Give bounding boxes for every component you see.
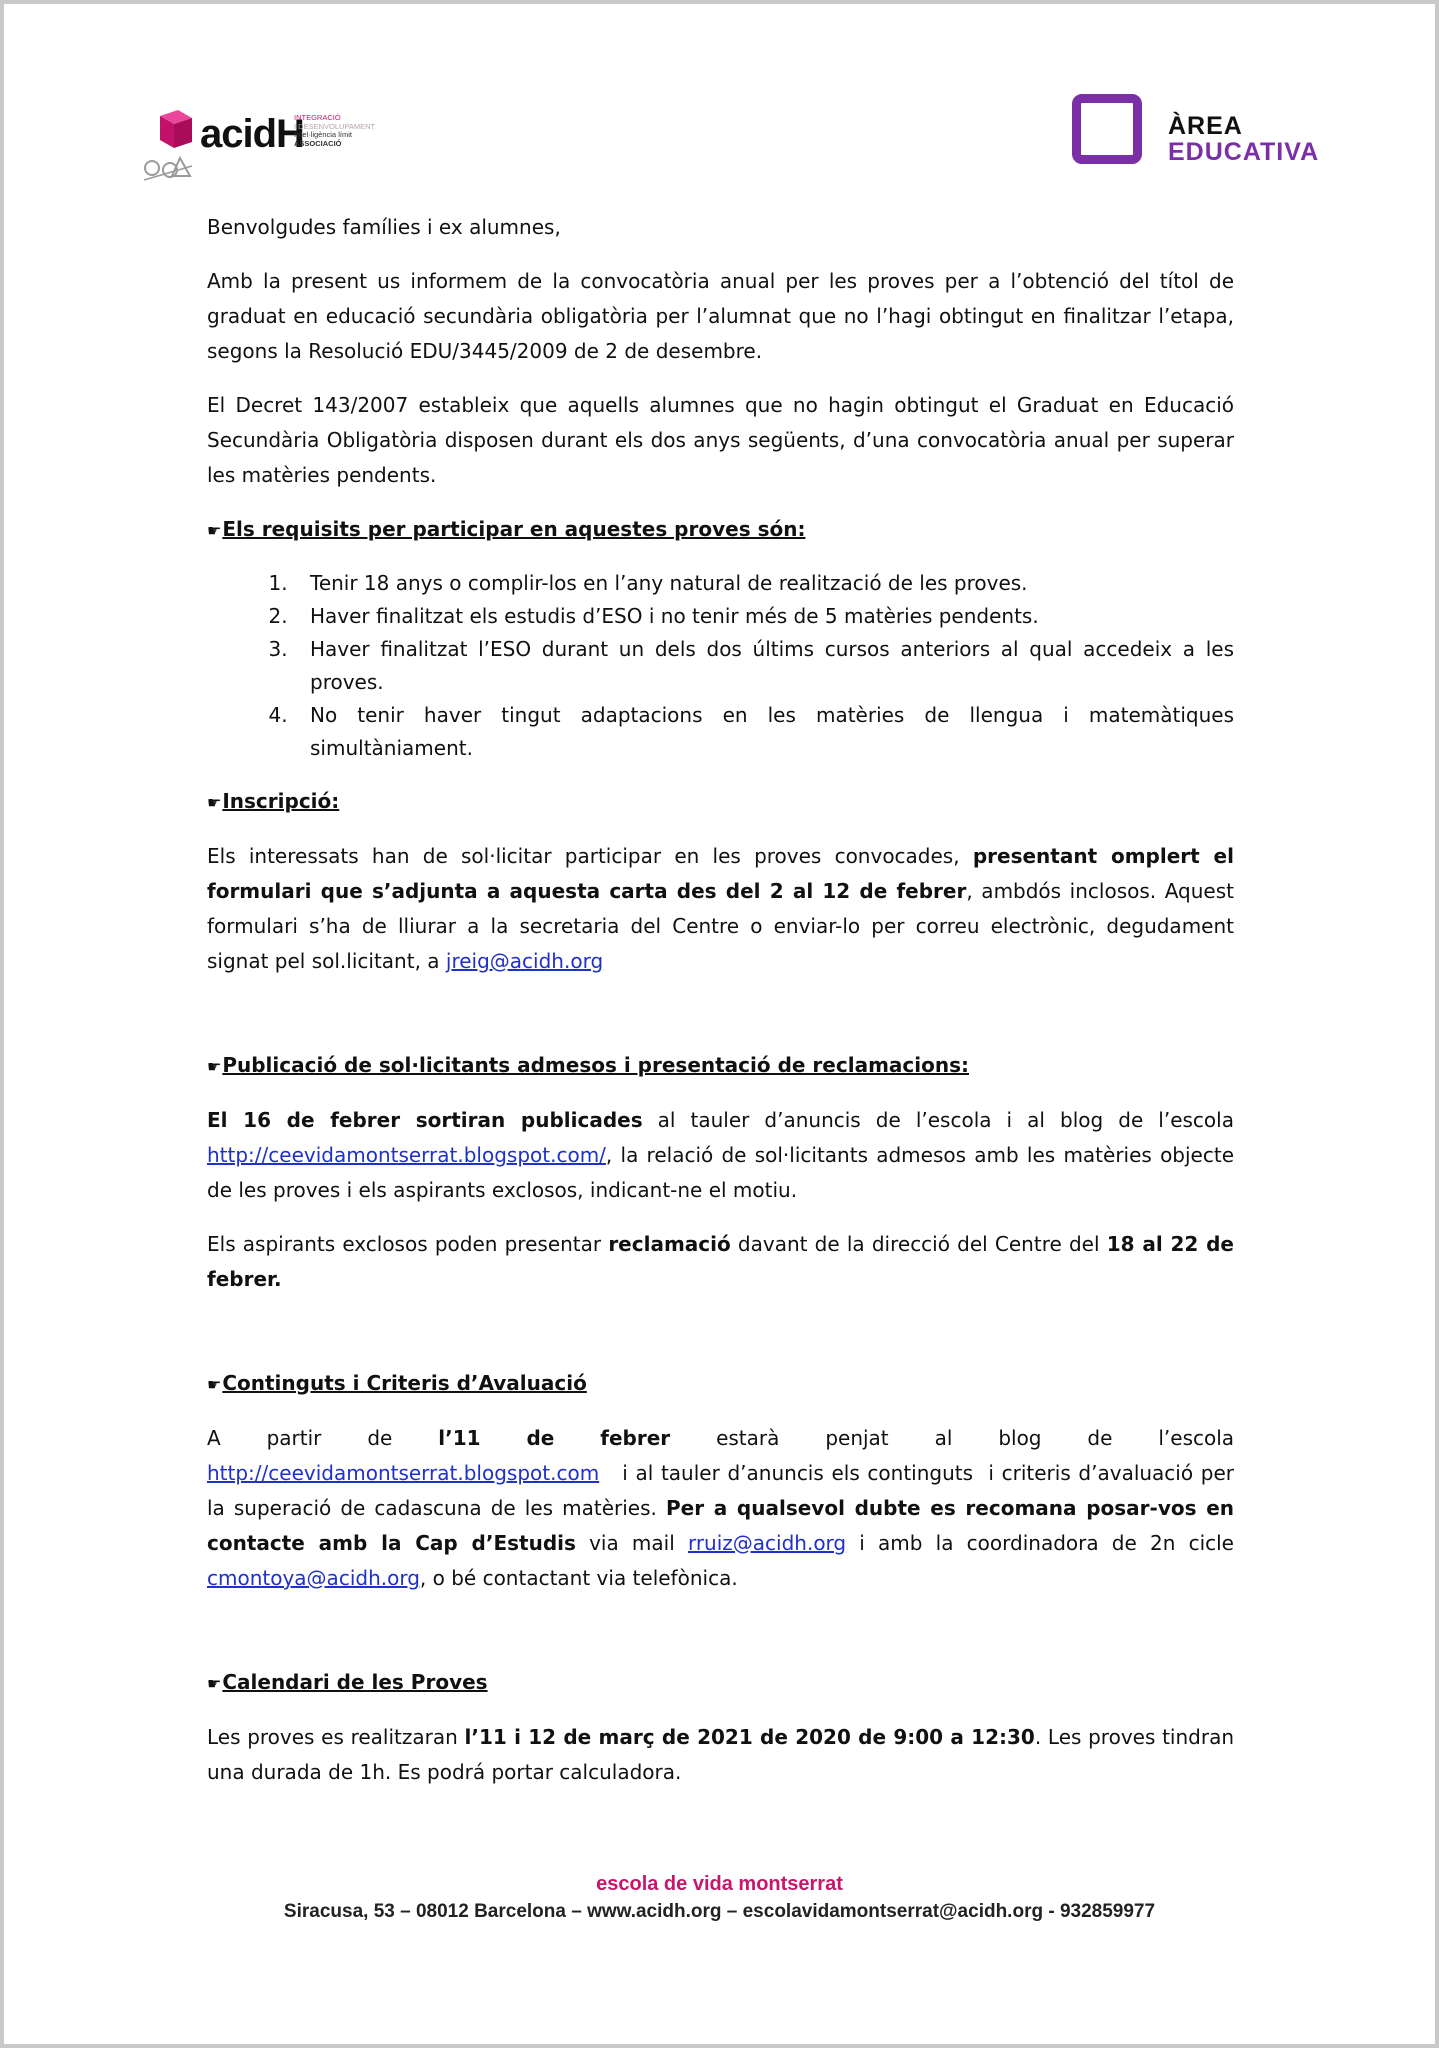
- letter-body: [207, 210, 1241, 1809]
- acidh-wordmark: acidH: [200, 112, 304, 156]
- publication-paragraph: El 16 de febrer sortiran publicades al tauler d’anuncis de l’escola i al blog de l’escola http://ceevidamontserrat.blogspot.com/, la relació de sol·licitants admesos amb les matèries objecte de les proves i els aspirants exclosos, indicant-ne el motiu.: [207, 1108, 1234, 1202]
- email-link-rruiz[interactable]: rruiz@acidh.org: [687, 1531, 847, 1555]
- acidh-tagline-2: I DESENVOLUPAMENT: [294, 121, 376, 131]
- area-logo-line2: EDUCATIVA: [1168, 138, 1320, 166]
- contents-paragraph: A partir de l’11 de febrer estarà penjat al blog de l’escola: [207, 1426, 1235, 1450]
- pointing-hand-icon: ☛: [207, 1057, 222, 1076]
- pointing-hand-icon: ☛: [207, 1375, 222, 1394]
- contents-heading: ☛Continguts i Criteris d’Avaluació: [207, 1366, 1234, 1402]
- claim-paragraph: Els aspirants exclosos poden presentar reclamació davant de la direcció del Centre del 18 al 22 de febrer.: [207, 1232, 1234, 1291]
- area-educativa-logo: [1072, 94, 1332, 180]
- list-item: 3. Haver finalitzat l’ESO durant un dels dos últims cursos anteriors al qual accedeix a les proves.: [294, 633, 1234, 699]
- publication-heading: ☛Publicació de sol·licitants admesos i presentació de reclamacions:: [207, 1048, 1234, 1084]
- pointing-hand-icon: ☛: [207, 521, 222, 540]
- blog-link[interactable]: http://ceevidamontserrat.blogspot.com/: [207, 1143, 606, 1167]
- intro-paragraph: Amb la present us informem de la convocatòria anual per les proves per a l’obtenció del títol de graduat en educació secundària obligatòria per l’alumnat que no l’hagi obtingut en finalitzar l’etapa, segons la Resolució EDU/3445/2009 de 2 de desembre.: [207, 269, 1234, 363]
- calendar-heading: ☛Calendari de les Proves: [207, 1665, 1234, 1701]
- requirements-list: [207, 567, 1234, 765]
- email-link-cmontoya[interactable]: cmontoya@acidh.org: [207, 1566, 420, 1590]
- list-item: 1. Tenir 18 anys o complir-los en l’any natural de realització de les proves.: [294, 567, 1234, 600]
- acidh-logo: [142, 110, 376, 190]
- email-link-jreig[interactable]: jreig@acidh.org: [445, 949, 604, 973]
- contents-paragraph-rest: http://ceevidamontserrat.blogspot.com i al tauler d’anuncis els continguts i criteris d’avaluació per la superació de cadascuna de les matèries. Per a qualsevol dubte es recomana posar-vos en contacte amb la Cap d’Estudis via mail rruiz@acidh.org i amb la coordinadora de 2n cicle cmontoya@acidh.org, o bé contactant via telefònica.: [207, 1461, 1241, 1590]
- list-item: 4. No tenir haver tingut adaptacions en les matèries de llengua i matemàtiques simultàniament.: [294, 699, 1234, 765]
- inscription-paragraph: Els interessats han de sol·licitar participar en les proves convocades, presentant omplert el formulari que s’adjunta a aquesta carta des del 2 al 12 de febrer, ambdós inclosos. Aquest formulari s’ha de lliurar a la secretaria del Centre o enviar-lo per correu electrònic, degudament signat pel sol.licitant, a jreig@acidh.org: [207, 844, 1234, 973]
- list-item: 2. Haver finalitzat els estudis d’ESO i no tenir més de 5 matèries pendents.: [294, 600, 1234, 633]
- inscription-heading: ☛Inscripció:: [207, 784, 1234, 820]
- footer-school-name: escola de vida montserrat: [596, 1873, 843, 1895]
- blog-link-2[interactable]: http://ceevidamontserrat.blogspot.com: [207, 1461, 600, 1485]
- acidh-tagline-1: INTEGRACIÓ: [294, 113, 341, 122]
- decree-paragraph: El Decret 143/2007 estableix que aquells alumnes que no hagin obtingut el Graduat en Educació Secundària Obligatòria disposen durant els dos anys següents, d’una convocatòria anual per superar les matèries pendents.: [207, 393, 1234, 487]
- acidh-tagline-3: Intel·ligència límit: [294, 130, 352, 139]
- document-page: [4, 4, 1435, 2044]
- requirements-heading: ☛Els requisits per participar en aquestes proves són:: [207, 512, 1234, 548]
- cube-icon: [142, 110, 202, 182]
- acidh-tagline-4: ASSOCIACIÓ: [294, 138, 342, 148]
- acidh-tagline: [294, 114, 384, 148]
- pointing-hand-icon: ☛: [207, 793, 222, 812]
- greeting: Benvolgudes famílies i ex alumnes,: [207, 215, 561, 239]
- pointing-hand-icon: ☛: [207, 1674, 222, 1693]
- footer-address: Siracusa, 53 – 08012 Barcelona – www.acidh.org – escolavidamontserrat@acidh.org - 932859977: [283, 1901, 1156, 1922]
- calendar-paragraph: Les proves es realitzaran l’11 i 12 de març de 2021 de 2020 de 9:00 a 12:30. Les proves tindran una durada de 1h. Es podrá portar calculadora.: [207, 1725, 1235, 1784]
- square-frame-icon: [1072, 94, 1142, 164]
- area-logo-line1: ÀREA: [1168, 112, 1243, 140]
